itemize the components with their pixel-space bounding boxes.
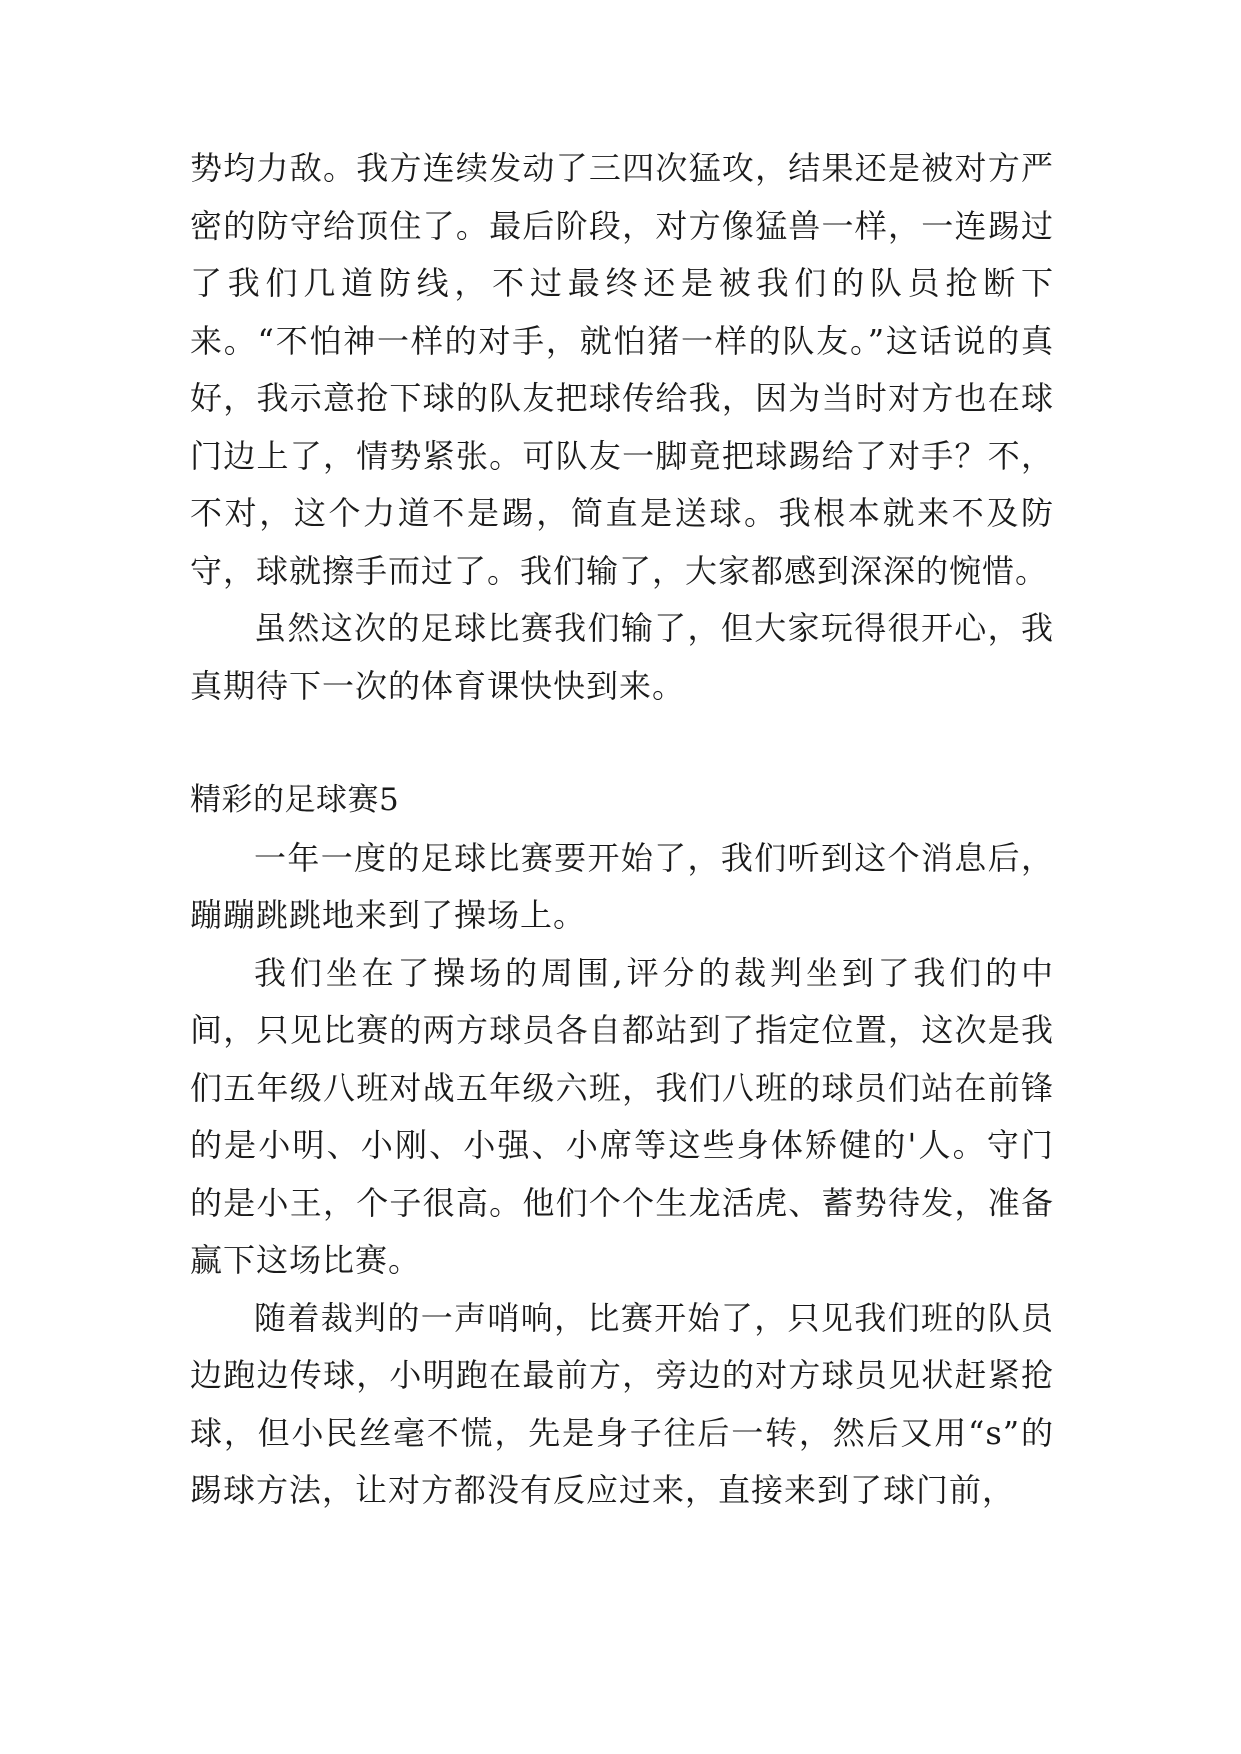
document-body xyxy=(190,140,1054,1520)
section-title: 精彩的足球赛5 xyxy=(190,782,400,818)
paragraph: 随着裁判的一声哨响，比赛开始了，只见我们班的队员边跑边传球，小明跑在最前方，旁边的对方球员见状赶紧抢球，但小民丝毫不慌，先是身子往后一转，然后又用“s”的踢球方法，让对方都没有反应过来，直接来到了球门前， xyxy=(190,1298,1054,1509)
paragraph: 势均力敌。我方连续发动了三四次猛攻，结果还是被对方严密的防守给顶住了。最后阶段，对方像猛兽一样，一连踢过了我们几道防线，不过最终还是被我们的队员抢断下来。“不怕神一样的对手，就怕猪一样的队友。”这话说的真好，我示意抢下球的队友把球传给我，因为当时对方也在球门边上了，情势紧张。可队友一脚竟把球踢给了对手？不，不对，这个力道不是踢，简直是送球。我根本就来不及防守，球就擦手而过了。我们输了，大家都感到深深的惋惜。 xyxy=(190,149,1054,590)
paragraph: 我们坐在了操场的周围,评分的裁判坐到了我们的中间，只见比赛的两方球员各自都站到了指定位置，这次是我们五年级八班对战五年级六班，我们八班的球员们站在前锋的是小明、小刚、小强、小席等这些身体矫健的'人。守门的是小王，个子很高。他们个个生龙活虎、蓄势待发，准备赢下这场比赛。 xyxy=(190,953,1054,1279)
paragraph: 虽然这次的足球比赛我们输了，但大家玩得很开心，我真期待下一次的体育课快快到来。 xyxy=(190,609,1054,705)
paragraph: 一年一度的足球比赛要开始了，我们听到这个消息后，蹦蹦跳跳地来到了操场上。 xyxy=(190,838,1054,934)
